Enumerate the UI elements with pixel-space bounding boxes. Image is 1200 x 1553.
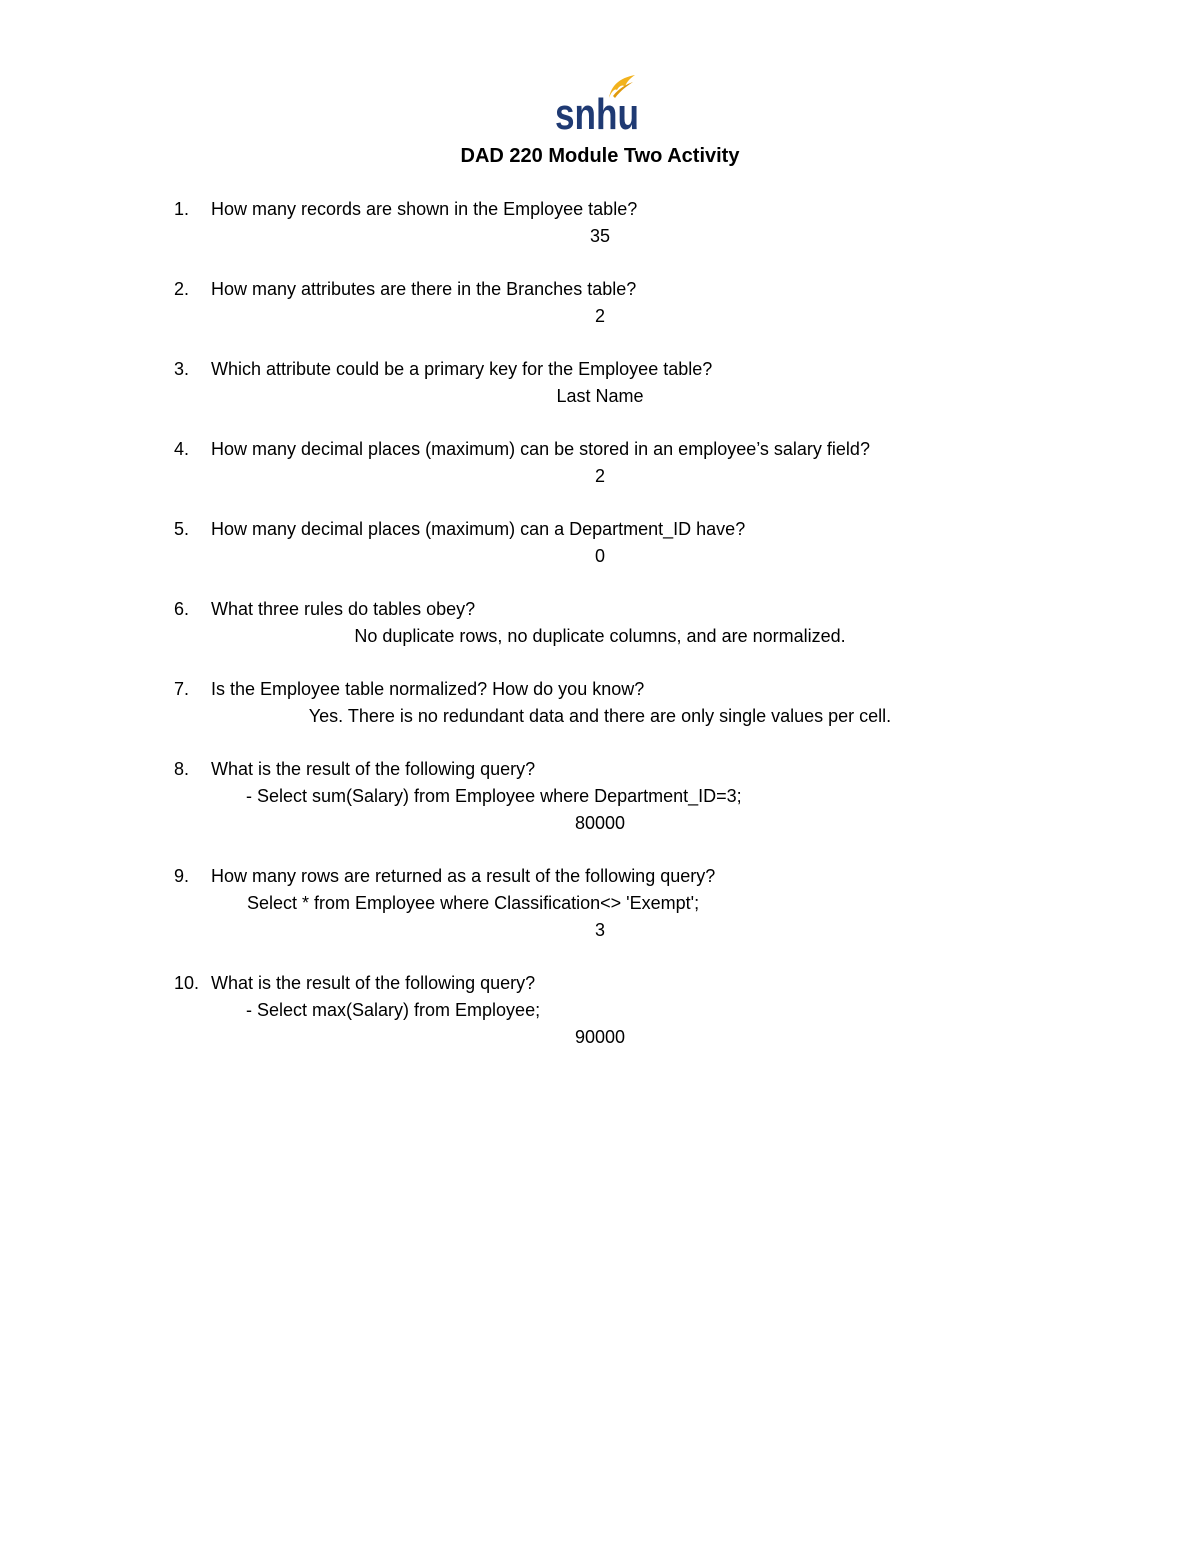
question-number: 5.	[174, 519, 190, 539]
question-item	[0, 970, 1200, 1051]
question-number: 7.	[174, 679, 190, 699]
answer-text: 90000	[574, 1027, 626, 1047]
question-item	[0, 436, 1200, 490]
question-item	[0, 863, 1200, 944]
query-text: - Select max(Salary) from Employee;	[246, 1000, 541, 1020]
answer-text: 35	[589, 226, 611, 246]
query-text: Select * from Employee where Classification<> 'Exempt';	[247, 893, 700, 913]
question-list	[0, 196, 1200, 1077]
question-number: 8.	[174, 759, 190, 779]
answer-text: 80000	[574, 813, 626, 833]
question-text: How many records are shown in the Employee table?	[211, 199, 638, 219]
question-number: 2.	[174, 279, 190, 299]
question-text: What is the result of the following query?	[211, 759, 536, 779]
answer-text: 3	[594, 920, 605, 940]
question-text: What is the result of the following query?	[211, 973, 536, 993]
question-item	[0, 676, 1200, 730]
question-item	[0, 276, 1200, 330]
answer-text: 2	[594, 466, 605, 486]
question-text: What three rules do tables obey?	[211, 599, 476, 619]
question-number: 1.	[174, 199, 190, 219]
question-number: 9.	[174, 866, 190, 886]
logo-text: snhu	[555, 90, 639, 139]
question-number: 3.	[174, 359, 190, 379]
answer-text: Yes. There is no redundant data and there are only single values per cell.	[308, 706, 892, 726]
query-text: - Select sum(Salary) from Employee where Department_ID=3;	[246, 786, 742, 806]
question-number: 10.	[174, 973, 200, 993]
question-text: How many rows are returned as a result of the following query?	[211, 866, 716, 886]
question-text: Which attribute could be a primary key for the Employee table?	[211, 359, 713, 379]
question-item	[0, 756, 1200, 837]
question-text: How many attributes are there in the Branches table?	[211, 279, 637, 299]
answer-text: 0	[594, 546, 605, 566]
question-text: Is the Employee table normalized? How do you know?	[211, 679, 645, 699]
answer-text: Last Name	[556, 386, 644, 406]
question-item	[0, 596, 1200, 650]
question-number: 4.	[174, 439, 190, 459]
page-title: DAD 220 Module Two Activity	[460, 145, 740, 167]
answer-text: 2	[594, 306, 605, 326]
question-number: 6.	[174, 599, 190, 619]
question-text: How many decimal places (maximum) can be stored in an employee’s salary field?	[211, 439, 870, 459]
answer-text: No duplicate rows, no duplicate columns, and are normalized.	[354, 626, 846, 646]
question-item	[0, 516, 1200, 570]
snhu-logo	[553, 72, 643, 139]
question-item	[0, 356, 1200, 410]
question-text: How many decimal places (maximum) can a Department_ID have?	[211, 519, 746, 539]
question-item	[0, 196, 1200, 250]
